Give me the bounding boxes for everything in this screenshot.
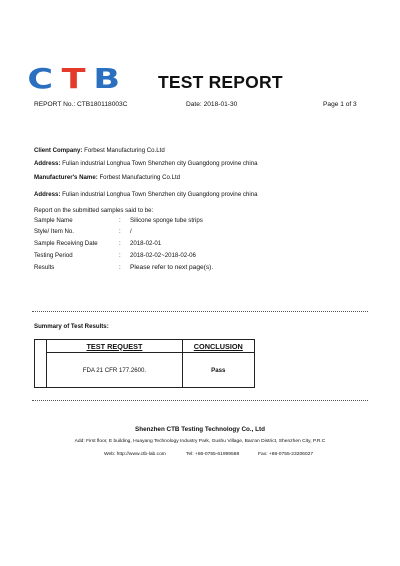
- client-company-line: [34, 147, 165, 154]
- divider: [32, 311, 368, 312]
- report-date: Date: 2018-01-30: [186, 101, 238, 108]
- report-number: REPORT No.: CTB180118003C: [34, 101, 128, 108]
- sample-name-label: Sample Name: [34, 217, 73, 224]
- footer-web: Web: http://www.ctb-lab.com: [104, 452, 166, 457]
- client-address-label: Address:: [34, 160, 61, 167]
- conclusion-value: Pass: [182, 353, 254, 388]
- company-logo: [27, 62, 120, 96]
- client-company-value: Forbest Manufacturing Co.Ltd: [82, 147, 165, 154]
- receiving-date-label: Sample Receiving Date: [34, 240, 98, 247]
- manufacturer-value: Forbest Manufacturing Co.Ltd: [97, 174, 181, 181]
- manufacturer-address-label: Address:: [34, 191, 61, 198]
- table-header-row: [35, 340, 255, 353]
- footer-fax: Fax: +86-0755-23206027: [258, 452, 314, 457]
- sample-name-value: Silicone sponge tube strips: [130, 217, 203, 224]
- receiving-date-value: 2018-02-01: [130, 240, 162, 247]
- results-label: Results: [34, 264, 55, 271]
- results-value: Please refer to next page(s).: [130, 264, 214, 271]
- footer-tel: Tel: +86-0755-61999588: [186, 452, 240, 457]
- summary-title: Summary of Test Results:: [34, 323, 109, 330]
- client-company-label: Client Company:: [34, 147, 83, 154]
- style-item-label: Style/ Item No.: [34, 228, 74, 235]
- table-cell: [35, 340, 47, 353]
- col-test-request: TEST REQUEST: [47, 340, 182, 353]
- logo-letter-c: C: [27, 62, 54, 95]
- testing-period-value: 2018-02-02~2018-02-06: [130, 252, 196, 259]
- manufacturer-label: Manufacturer's Name:: [34, 174, 98, 181]
- colon: :: [119, 264, 121, 271]
- logo-letter-b: B: [93, 62, 120, 95]
- client-address-line: [34, 160, 257, 167]
- footer-company: Shenzhen CTB Testing Technology Co., Ltd: [135, 426, 265, 433]
- testing-period-label: Testing Period: [34, 252, 73, 259]
- manufacturer-line: [34, 174, 180, 181]
- style-item-value: /: [130, 228, 132, 235]
- colon: :: [119, 252, 121, 259]
- page-title: TEST REPORT: [158, 72, 283, 92]
- test-request-value: FDA 21 CFR 177.2600.: [47, 353, 182, 388]
- colon: :: [119, 240, 121, 247]
- col-conclusion: CONCLUSION: [182, 340, 254, 353]
- table-row: [35, 353, 255, 388]
- colon: :: [119, 228, 121, 235]
- logo-letter-t: T: [61, 62, 86, 95]
- client-address-value: Fulian industrial Longhua Town Shenzhen city Guangdong provine china: [60, 160, 258, 167]
- samples-intro: Report on the submitted samples said to be:: [34, 207, 154, 214]
- manufacturer-address-value: Fulian industrial Longhua Town Shenzhen city Guangdong provine china: [60, 191, 258, 198]
- page-number: Page 1 of 3: [323, 101, 357, 108]
- divider: [32, 400, 368, 401]
- colon: :: [119, 217, 121, 224]
- footer-address: Add: First floor, E building, Huayang Technology Industry Park, Gushu Village, Bao'an District, Shenzhen City, P.R.C: [74, 439, 326, 444]
- results-table: [34, 339, 255, 388]
- manufacturer-address-line: [34, 191, 257, 198]
- table-cell: [35, 353, 47, 388]
